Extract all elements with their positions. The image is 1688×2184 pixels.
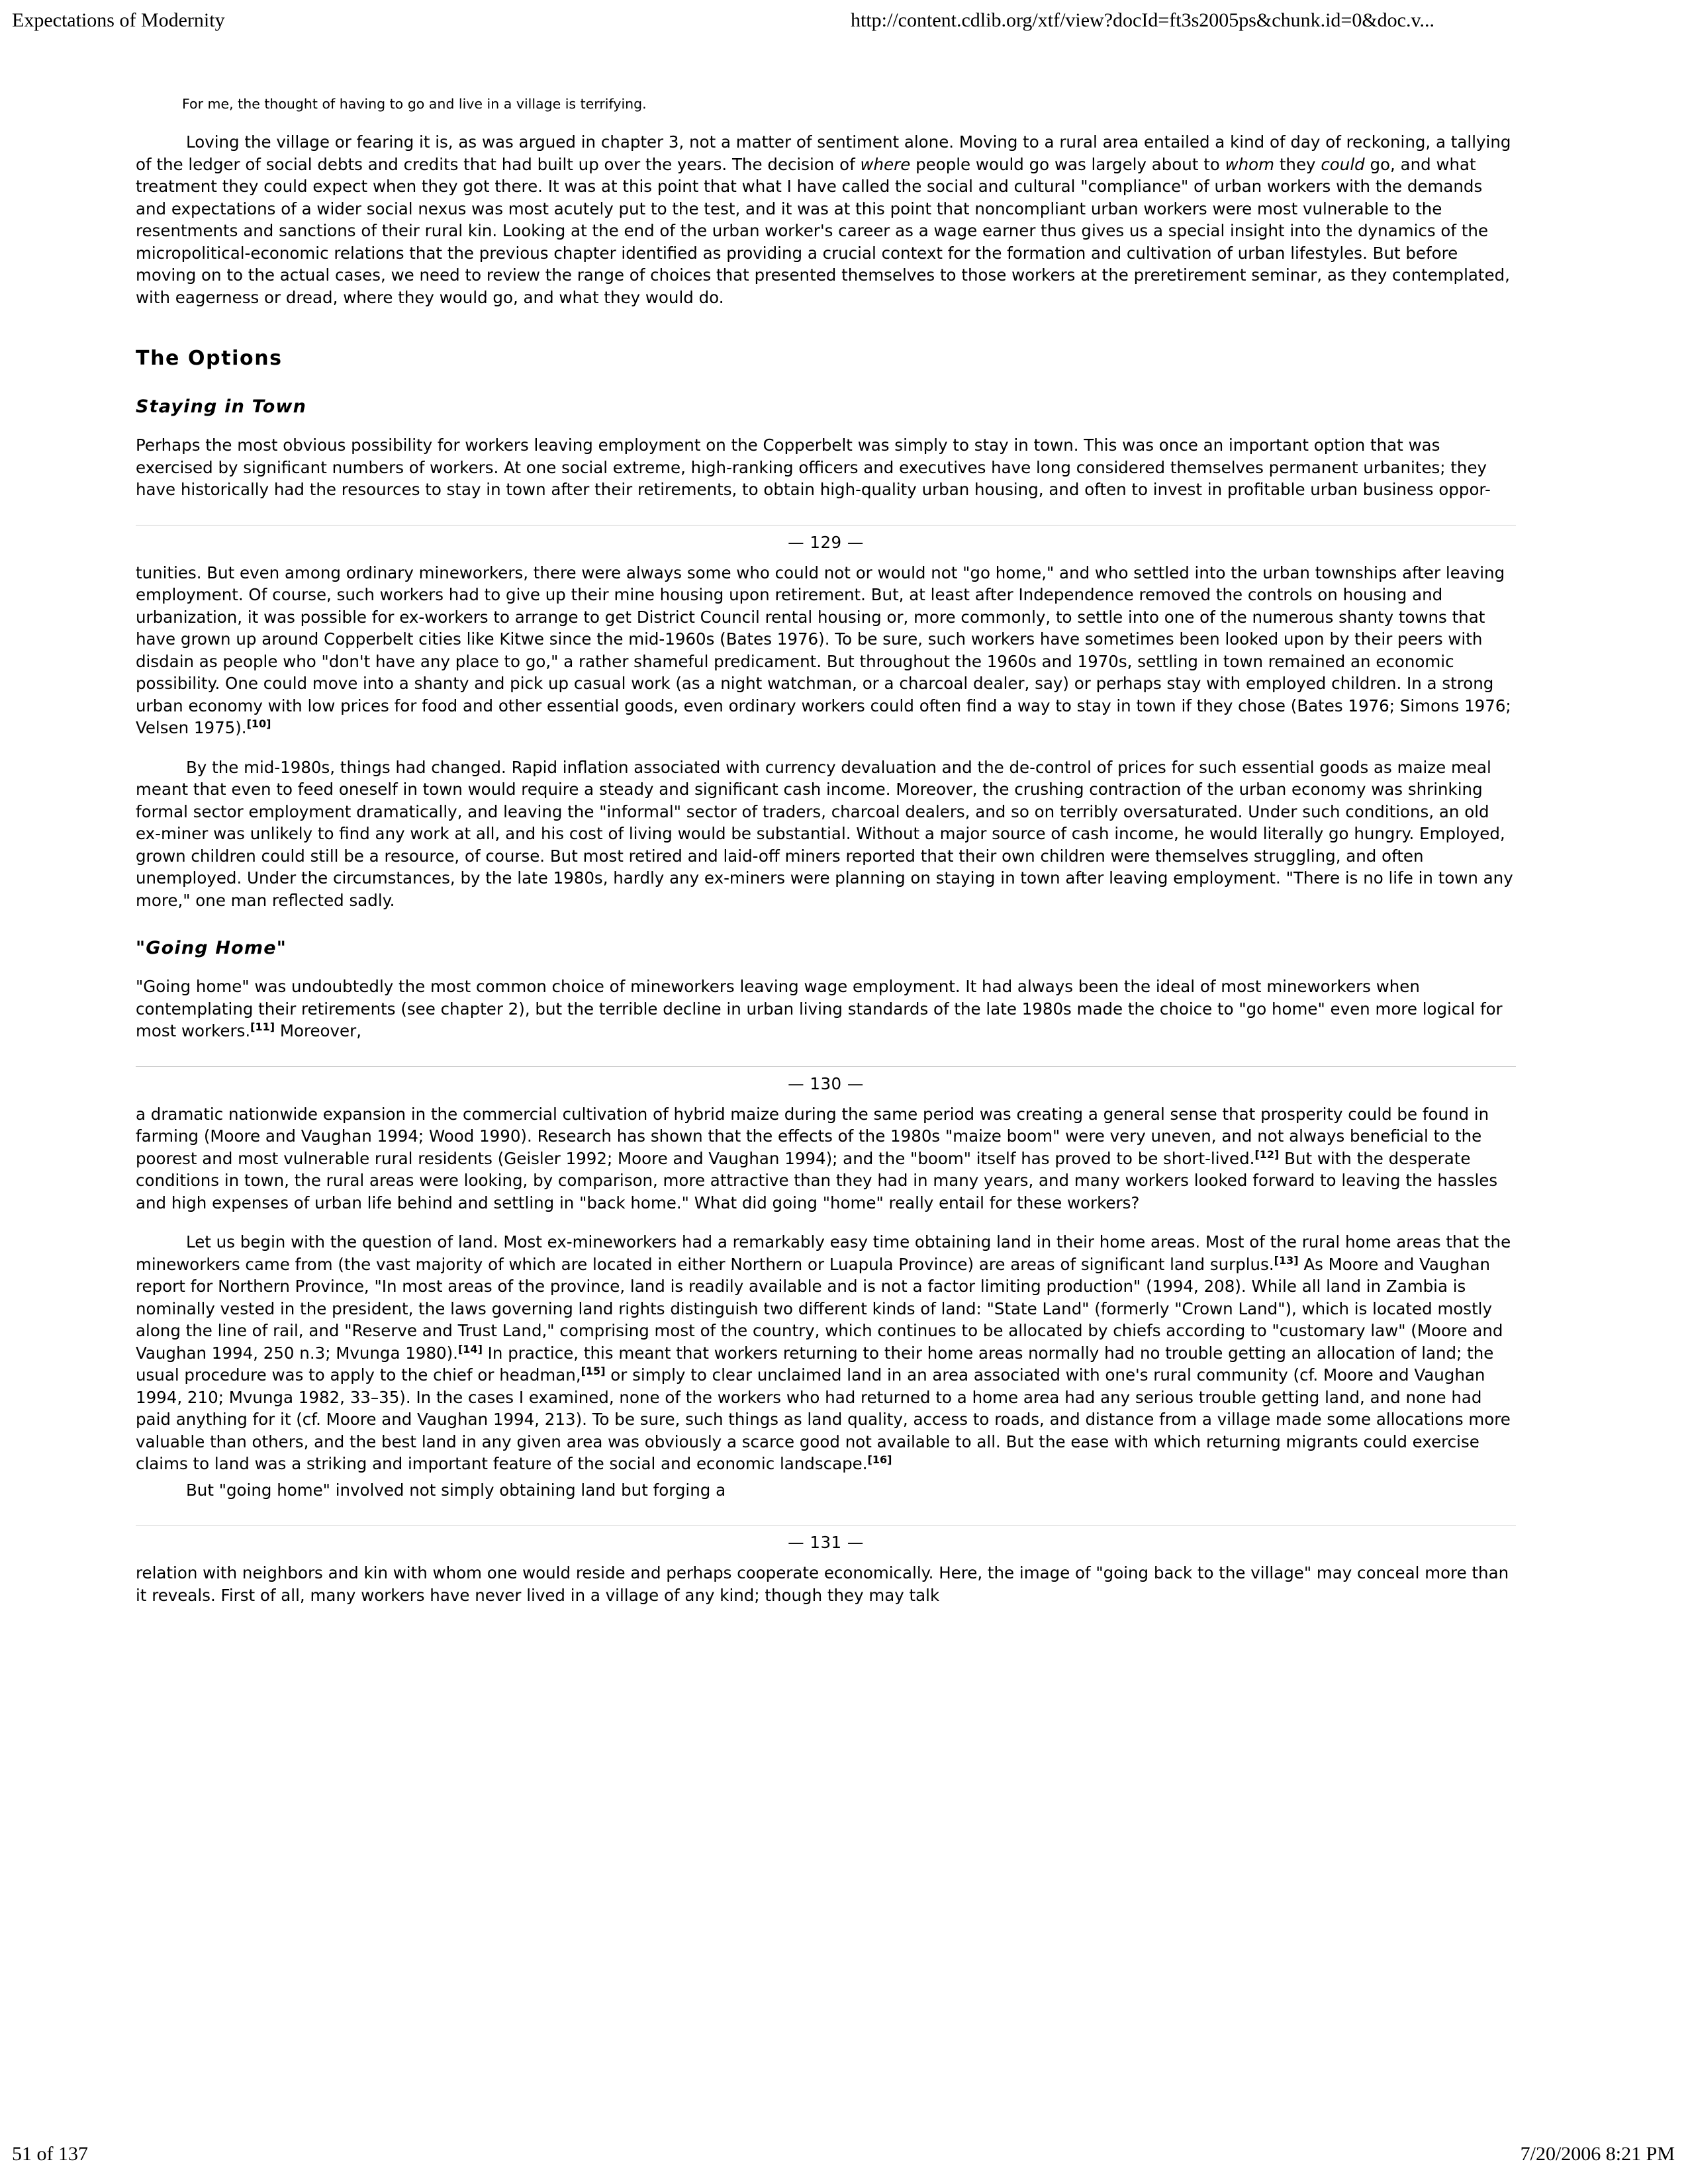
footnote-ref-12[interactable]: [12]: [1254, 1148, 1280, 1161]
print-timestamp: 7/20/2006 8:21 PM: [1520, 2143, 1675, 2165]
text-fragment: Loving the village or fearing it is, as was argued in chapter 3, not a matter of sentiment alone. Moving to a rural area entailed a kind of day of reckoning, a tallying of the ledger of social debts and credits that had built up over the years. The decision of: [136, 132, 1511, 174]
heading-going-home: "Going Home": [136, 938, 287, 958]
emphasis-could: could: [1321, 154, 1365, 174]
text-fragment: Moreover,: [275, 1021, 361, 1040]
browser-print-footer: [0, 2143, 1688, 2169]
page-break-130: [136, 1065, 1516, 1097]
page-break-129: [136, 523, 1516, 555]
paragraph-130-3: But "going home" involved not simply obtaining land but forging a: [186, 1480, 726, 1500]
paragraph-intro: [136, 131, 1516, 308]
browser-print-header: [0, 9, 1688, 38]
heading-the-options: The Options: [136, 347, 283, 370]
document-body: [136, 79, 1516, 1606]
text-fragment: "Going home" was undoubtedly the most common choice of mineworkers leaving wage employment. It had always been the ideal of most mineworkers when contemplating their retirements (see chapter 2), but the terrible decline in urban living standards of the late 1980s made the choice to "go home" even more logical for most workers.: [136, 977, 1503, 1040]
text-fragment: go, and what treatment they could expect when they got there. It was at this point that what I have called the social and cultural "compliance" of urban workers with the demands and expectations of a wider social nexus was most acutely put to the test, and it was at this point that noncompliant urban workers were most vulnerable to the resentments and sanctions of their rural kin. Looking at the end of the urban worker's career as a wage earner thus gives us a special insight into the dynamics of the micropolitical-economic relations that the previous chapter identified as providing a crucial context for the formation and cultivation of urban lifestyles. But before moving on to the actual cases, we need to review the range of choices that presented themselves to those workers at the preretirement seminar, as they contemplated, with eagerness or dread, where they would go, and what they would do.: [136, 154, 1510, 307]
paragraph-131: relation with neighbors and kin with whom one would reside and perhaps cooperate economically. Here, the image of "going back to the village" may conceal more than it reveals. First of all, many workers have never lived in a village of any kind; though they may talk: [136, 1563, 1509, 1605]
document-url: http://content.cdlib.org/xtf/view?docId=ft3s2005ps&chunk.id=0&doc.v...: [851, 9, 1435, 31]
blockquote-epigraph: For me, the thought of having to go and live in a village is terrifying.: [182, 96, 647, 112]
heading-staying-in-town: Staying in Town: [136, 396, 307, 417]
paragraph-going-home: [136, 976, 1516, 1042]
document-title: Expectations of Modernity: [12, 9, 225, 31]
text-fragment: As Moore and Vaughan report for Northern Province, "In most areas of the province, land is readily available and is not a factor limiting production" (1994, 208). While all land in Zambia is nominally vested in the president, the laws governing land rights distinguish two different kinds of land: "State Land" (formerly "Crown Land"), which is located mostly along the line of rail, and "Reserve and Trust Land," comprising most of the country, which continues to be allocated by chiefs according to "customary law" (Moore and Vaughan 1994, 250 n.3; Mvunga 1980).: [136, 1254, 1503, 1363]
paragraph-129-2: By the mid-1980s, things had changed. Rapid inflation associated with currency devaluation and the de-control of prices for such essential goods as maize meal meant that even to feed oneself in town would require a steady and significant cash income. Moreover, the crushing contraction of the urban economy was shrinking formal sector employment dramatically, and leaving the "informal" sector of traders, charcoal dealers, and so on terribly oversaturated. Under such conditions, an old ex-miner was unlikely to find any work at all, and his cost of living would be substantial. Without a major source of cash income, he would literally go hungry. Employed, grown children could still be a resource, of course. But most retired and laid-off miners reported that their own children were themselves struggling, and often unemployed. Under the circumstances, by the late 1980s, hardly any ex-miners were planning on staying in town after leaving employment. "There is no life in town any more," one man reflected sadly.: [136, 757, 1513, 910]
footnote-ref-13[interactable]: [13]: [1274, 1253, 1299, 1267]
page-number-130: — 130 —: [788, 1073, 864, 1093]
text-fragment: a dramatic nationwide expansion in the commercial cultivation of hybrid maize during the same period was creating a general sense that prosperity could be found in farming (Moore and Vaughan 1994; Wood 1990). Research has shown that the effects of the 1980s "maize boom" were very uneven, and not always beneficial to the poorest and most vulnerable rural residents (Geisler 1992; Moore and Vaughan 1994); and the "boom" itself has proved to be short-lived.: [136, 1104, 1489, 1168]
footnote-ref-11[interactable]: [11]: [250, 1020, 275, 1033]
text-fragment: Let us begin with the question of land. Most ex-mineworkers had a remarkably easy time obtaining land in their home areas. Most of the rural home areas that the mineworkers came from (the vast majority of which are located in either Northern or Luapula Province) are areas of significant land surplus.: [136, 1232, 1511, 1274]
footnote-ref-14[interactable]: [14]: [457, 1342, 483, 1355]
footnote-ref-16[interactable]: [16]: [867, 1453, 892, 1466]
page-number-129: — 129 —: [788, 532, 864, 552]
page-break-rule: [136, 1066, 1516, 1067]
paragraph-130-1: [136, 1103, 1516, 1214]
text-fragment: or simply to clear unclaimed land in an area associated with one's rural community (cf. Moore and Vaughan 1994, 210; Mvunga 1982, 33–35). In the cases I examined, none of the workers who had returned to a home area had any serious trouble getting land, and none had paid anything for it (cf. Moore and Vaughan 1994, 213). To be sure, such things as land quality, access to roads, and distance from a village made some allocations more valuable than others, and the best land in any given area was obviously a scarce good not available to all. But the ease with which returning migrants could exercise claims to land was a striking and important feature of the social and economic landscape.: [136, 1365, 1511, 1473]
page-indicator: 51 of 137: [12, 2143, 88, 2165]
text-fragment: tunities. But even among ordinary mineworkers, there were always some who could not or would not "go home," and who settled into the urban townships after leaving employment. Of course, such workers had to give up their mine housing upon retirement. But, at least after Independence removed the controls on housing and urbanization, it was possible for ex-workers to arrange to get District Council rental housing or, more commonly, to settle into one of the numerous shanty towns that have grown up around Copperbelt cities like Kitwe since the mid-1960s (Bates 1976). To be sure, such workers have sometimes been looked upon by their peers with disdain as people who "don't have any place to go," a rather shameful predicament. But throughout the 1960s and 1970s, settling in town remained an economic possibility. One could move into a shanty and pick up casual work (as a night watchman, or a charcoal dealer, say) or perhaps stay with employed children. In a strong urban economy with low prices for food and other essential goods, even ordinary workers could often find a way to stay in town if they chose (Bates 1976; Simons 1976; Velsen 1975).: [136, 563, 1511, 737]
paragraph-129-1: [136, 562, 1516, 739]
text-fragment: people would go was largely about to: [910, 154, 1225, 174]
page-break-131: [136, 1524, 1516, 1555]
text-fragment: they: [1274, 154, 1321, 174]
footnote-ref-15[interactable]: [15]: [581, 1364, 606, 1377]
emphasis-where: where: [860, 154, 911, 174]
paragraph-staying-in-town: Perhaps the most obvious possibility for workers leaving employment on the Copperbelt was simply to stay in town. This was once an important option that was exercised by significant numbers of workers. At one social extreme, high-ranking officers and executives have long considered themselves permanent urbanites; they have historically had the resources to stay in town after their retirements, to obtain high-quality urban housing, and often to invest in profitable urban business oppor-: [136, 435, 1491, 499]
emphasis-whom: whom: [1225, 154, 1275, 174]
paragraph-130-2: [136, 1231, 1516, 1475]
page-number-131: — 131 —: [788, 1533, 864, 1552]
text-fragment: In practice, this meant that workers returning to their home areas normally had no trouble getting an allocation of land; the usual procedure was to apply to the chief or headman,: [136, 1343, 1494, 1385]
text-fragment: But with the desperate conditions in town, the rural areas were looking, by comparison, more attractive than they had in many years, and many workers looked forward to leaving the hassles and high expenses of urban life behind and settling in "back home." What did going "home" really entail for these workers?: [136, 1148, 1498, 1212]
footnote-ref-10[interactable]: [10]: [246, 717, 271, 730]
